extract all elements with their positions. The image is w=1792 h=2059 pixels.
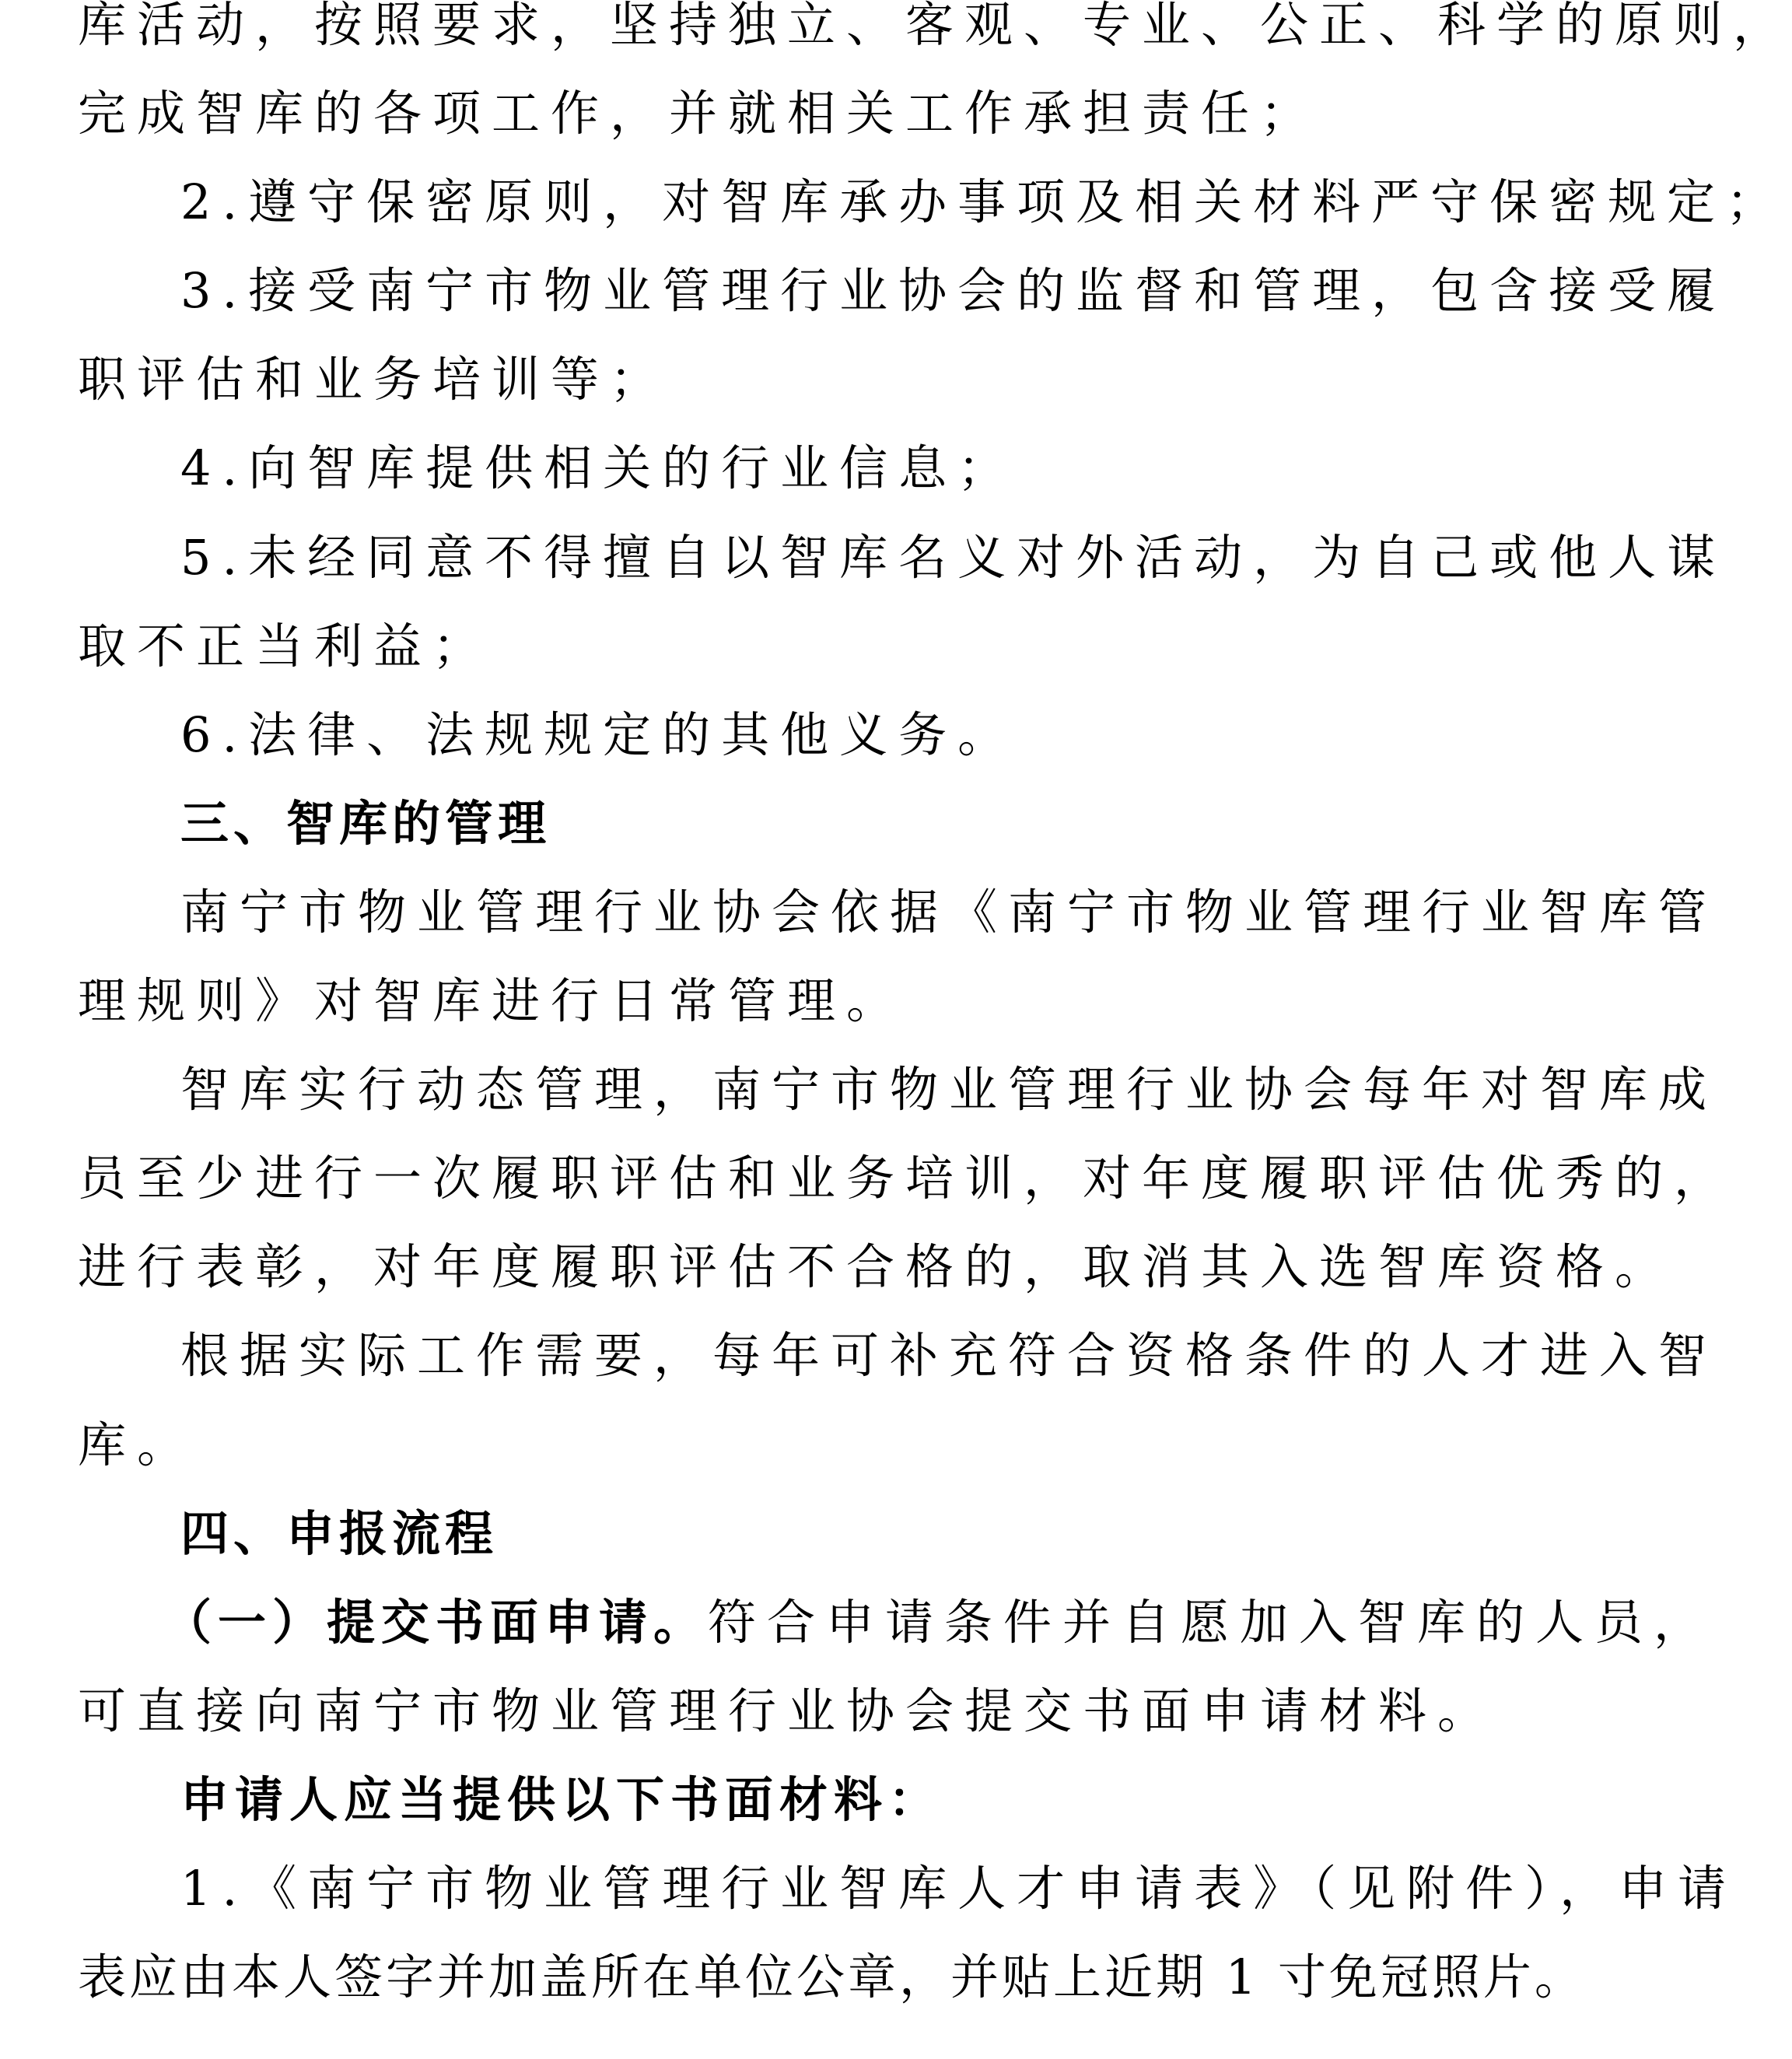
section-heading-management: 三、智库的管理: [180, 795, 551, 852]
paragraph-line: 表应由本人签字并加盖所在单位公章，并贴上近期 1 寸免冠照片。: [78, 1949, 1586, 2005]
list-item-2: 2.遵守保密原则，对智库承办事项及相关材料严守保密规定；: [180, 173, 1786, 230]
paragraph-line: 取不正当利益；: [78, 618, 492, 674]
paragraph-line: 库。: [78, 1416, 197, 1473]
paragraph-line: 理规则》对智库进行日常管理。: [78, 972, 906, 1029]
paragraph-line: 进行表彰，对年度履职评估不合格的，取消其入选智库资格。: [78, 1238, 1675, 1295]
paragraph-line: 职评估和业务培训等；: [78, 351, 670, 408]
list-item-5: 5.未经同意不得擅自以智库名义对外活动，为自己或他人谋: [180, 529, 1727, 586]
paragraph-line: 完成智库的各项工作，并就相关工作承担责任；: [78, 85, 1320, 142]
list-item-1: 1.《南宁市物业管理行业智库人才申请表》（见附件），申请: [180, 1860, 1738, 1917]
section-heading-application: 四、申报流程: [180, 1505, 499, 1562]
paragraph-line: 库活动，按照要求，坚持独立、客观、专业、公正、科学的原则，: [78, 0, 1792, 53]
subheading-written-application: （一）提交书面申请。: [163, 1594, 709, 1651]
list-item-6: 6.法律、法规规定的其他义务。: [180, 706, 1017, 763]
paragraph-text: 符合申请条件并自愿加入智库的人员，: [708, 1594, 1713, 1651]
materials-heading: 申请人应当提供以下书面材料：: [180, 1771, 943, 1828]
paragraph-line-mixed: [163, 1584, 1713, 1662]
paragraph-line: 可直接向南宁市物业管理行业协会提交书面申请材料。: [78, 1683, 1497, 1739]
paragraph-line: 根据实际工作需要，每年可补充符合资格条件的人才进入智: [180, 1327, 1718, 1384]
paragraph-line: 员至少进行一次履职评估和业务培训，对年度履职评估优秀的，: [78, 1150, 1734, 1206]
paragraph-line: 南宁市物业管理行业协会依据《南宁市物业管理行业智库管: [180, 884, 1718, 940]
paragraph-line: 智库实行动态管理，南宁市物业管理行业协会每年对智库成: [180, 1061, 1718, 1118]
list-item-4: 4.向智库提供相关的行业信息；: [180, 439, 1017, 496]
list-item-3: 3.接受南宁市物业管理行业协会的监督和管理，包含接受履: [180, 262, 1727, 319]
